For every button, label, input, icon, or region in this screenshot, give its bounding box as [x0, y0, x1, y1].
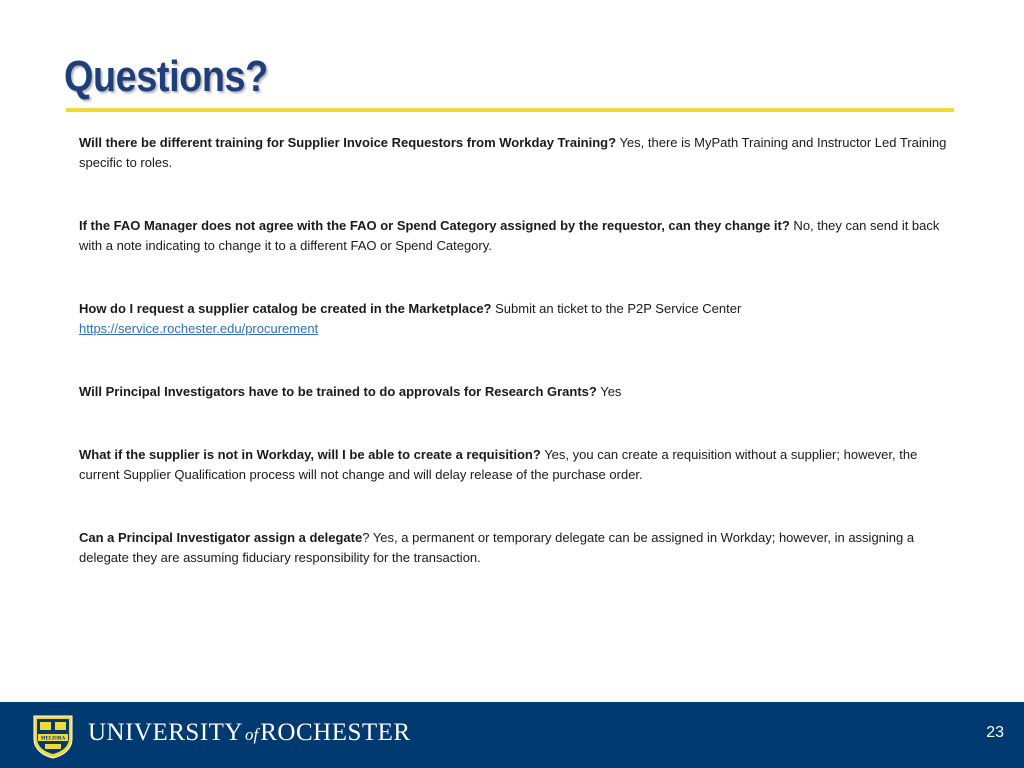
qa-item: [79, 382, 959, 402]
svg-text:MELIORA: MELIORA: [40, 736, 66, 742]
question-text: Will there be different training for Supplier Invoice Requestors from Workday Training?: [79, 135, 617, 150]
qa-item: [79, 299, 959, 339]
question-text: What if the supplier is not in Workday, will I be able to create a requisition?: [79, 447, 541, 462]
question-text: How do I request a supplier catalog be created in the Marketplace?: [79, 301, 492, 316]
qa-item: [79, 216, 959, 256]
university-wordmark: UNIVERSITY ofROCHESTER: [88, 719, 411, 746]
footer-bar: [0, 702, 1024, 768]
question-text: Will Principal Investigators have to be trained to do approvals for Research Grants?: [79, 384, 597, 399]
answer-text: Submit an ticket to the P2P Service Center: [491, 301, 742, 316]
question-text: If the FAO Manager does not agree with the FAO or Spend Category assigned by the requestor, can they change it?: [79, 218, 790, 233]
page-number: 23: [986, 724, 1004, 741]
answer-text: No, they can send it back with a note indicating to change it to a different FAO or Spend Category.: [79, 218, 940, 253]
question-text: Can a Principal Investigator assign a delegate: [79, 530, 363, 545]
qa-item: [79, 528, 959, 568]
qa-item: [79, 445, 959, 485]
answer-text: ? Yes, a permanent or temporary delegate can be assigned in Workday; however, in assigning a delegate they are assuming fiduciary responsibility for the transaction.: [79, 530, 915, 565]
answer-text: Yes: [596, 384, 622, 399]
slide-title: Questions?: [64, 52, 268, 101]
title-underline: [66, 108, 954, 112]
qa-item: [79, 133, 959, 173]
answer-text: Yes, there is MyPath Training and Instructor Led Training specific to roles.: [79, 135, 947, 170]
university-seal-icon: [31, 713, 75, 759]
answer-text: Yes, you can create a requisition without a supplier; however, the current Supplier Qualification process will not change and will delay release of the purchase order.: [79, 447, 918, 482]
procurement-link[interactable]: https://service.rochester.edu/procurement: [79, 321, 319, 336]
